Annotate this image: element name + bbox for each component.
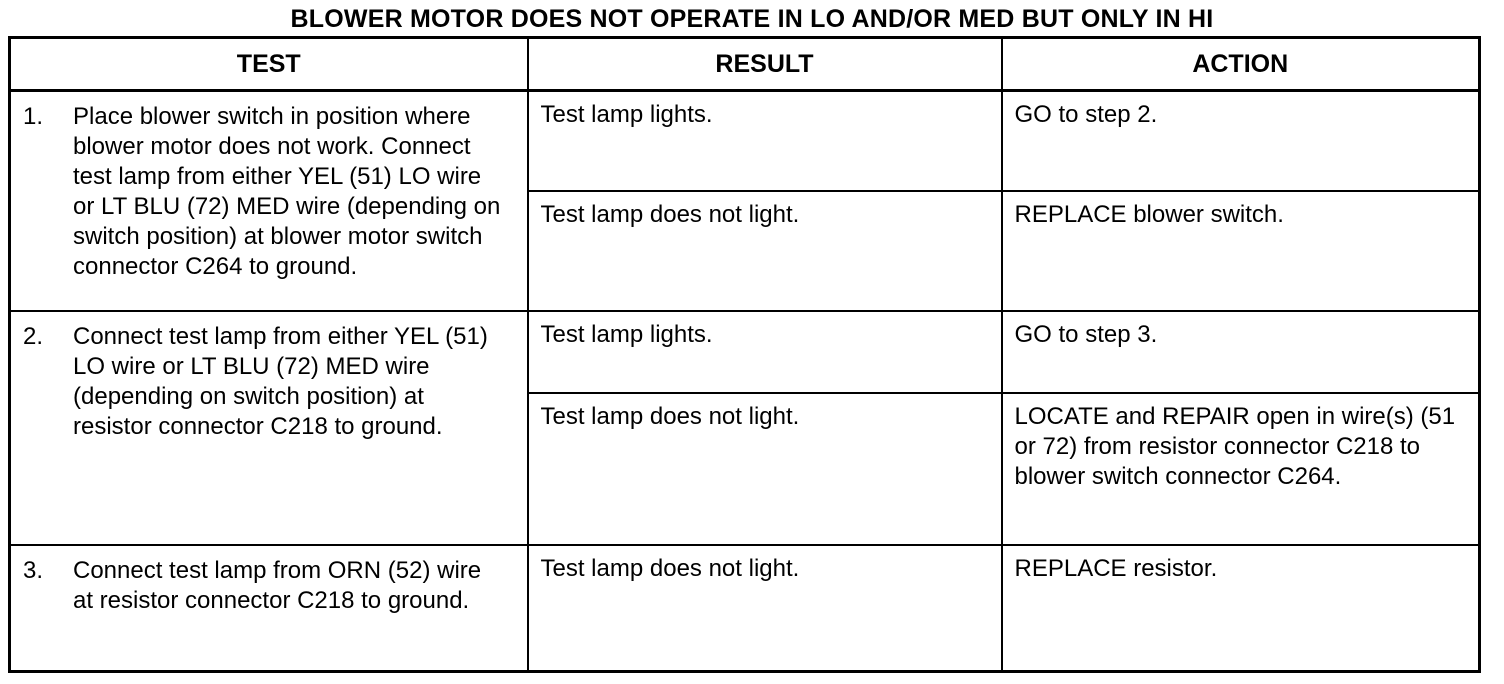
diagnostic-table (8, 36, 1481, 673)
table-row (10, 91, 1480, 192)
step-number: 2. (23, 323, 44, 350)
header-test: TEST (10, 38, 528, 91)
table-header (10, 38, 1480, 91)
test-cell (10, 91, 528, 312)
step-2 (23, 322, 507, 442)
step-number: 3. (23, 557, 44, 584)
header-row (10, 38, 1480, 91)
action-cell: REPLACE blower switch. (1002, 191, 1480, 311)
result-cell: Test lamp does not light. (528, 191, 1002, 311)
action-cell: LOCATE and REPAIR open in wire(s) (51 or 72) from resistor connector C218 to blower switch connector C264. (1002, 393, 1480, 545)
step-text: Connect test lamp from ORN (52) wire at resistor connector C218 to ground. (73, 557, 482, 614)
step-1 (23, 102, 507, 282)
action-cell: GO to step 3. (1002, 311, 1480, 393)
step-text: Place blower switch in position where blower motor does not work. Connect test lamp from either YEL (51) LO wire or LT BLU (72) MED wire (depending on switch position) at blower motor switch connector C264 to ground. (73, 103, 501, 280)
result-cell: Test lamp does not light. (528, 545, 1002, 672)
result-cell: Test lamp lights. (528, 311, 1002, 393)
page-title: BLOWER MOTOR DOES NOT OPERATE IN LO AND/OR MED BUT ONLY IN HI (290, 5, 1214, 33)
table-row (10, 545, 1480, 672)
table-row (10, 311, 1480, 393)
header-action: ACTION (1002, 38, 1480, 91)
action-cell: REPLACE resistor. (1002, 545, 1480, 672)
result-cell: Test lamp lights. (528, 91, 1002, 192)
step-number: 1. (23, 103, 44, 130)
result-cell: Test lamp does not light. (528, 393, 1002, 545)
step-text: Connect test lamp from either YEL (51) LO wire or LT BLU (72) MED wire (depending on switch position) at resistor connector C218 to ground. (73, 323, 488, 440)
step-3 (23, 556, 507, 616)
table-body (10, 91, 1480, 672)
action-cell: GO to step 2. (1002, 91, 1480, 192)
test-cell (10, 311, 528, 545)
header-result: RESULT (528, 38, 1002, 91)
test-cell (10, 545, 528, 672)
